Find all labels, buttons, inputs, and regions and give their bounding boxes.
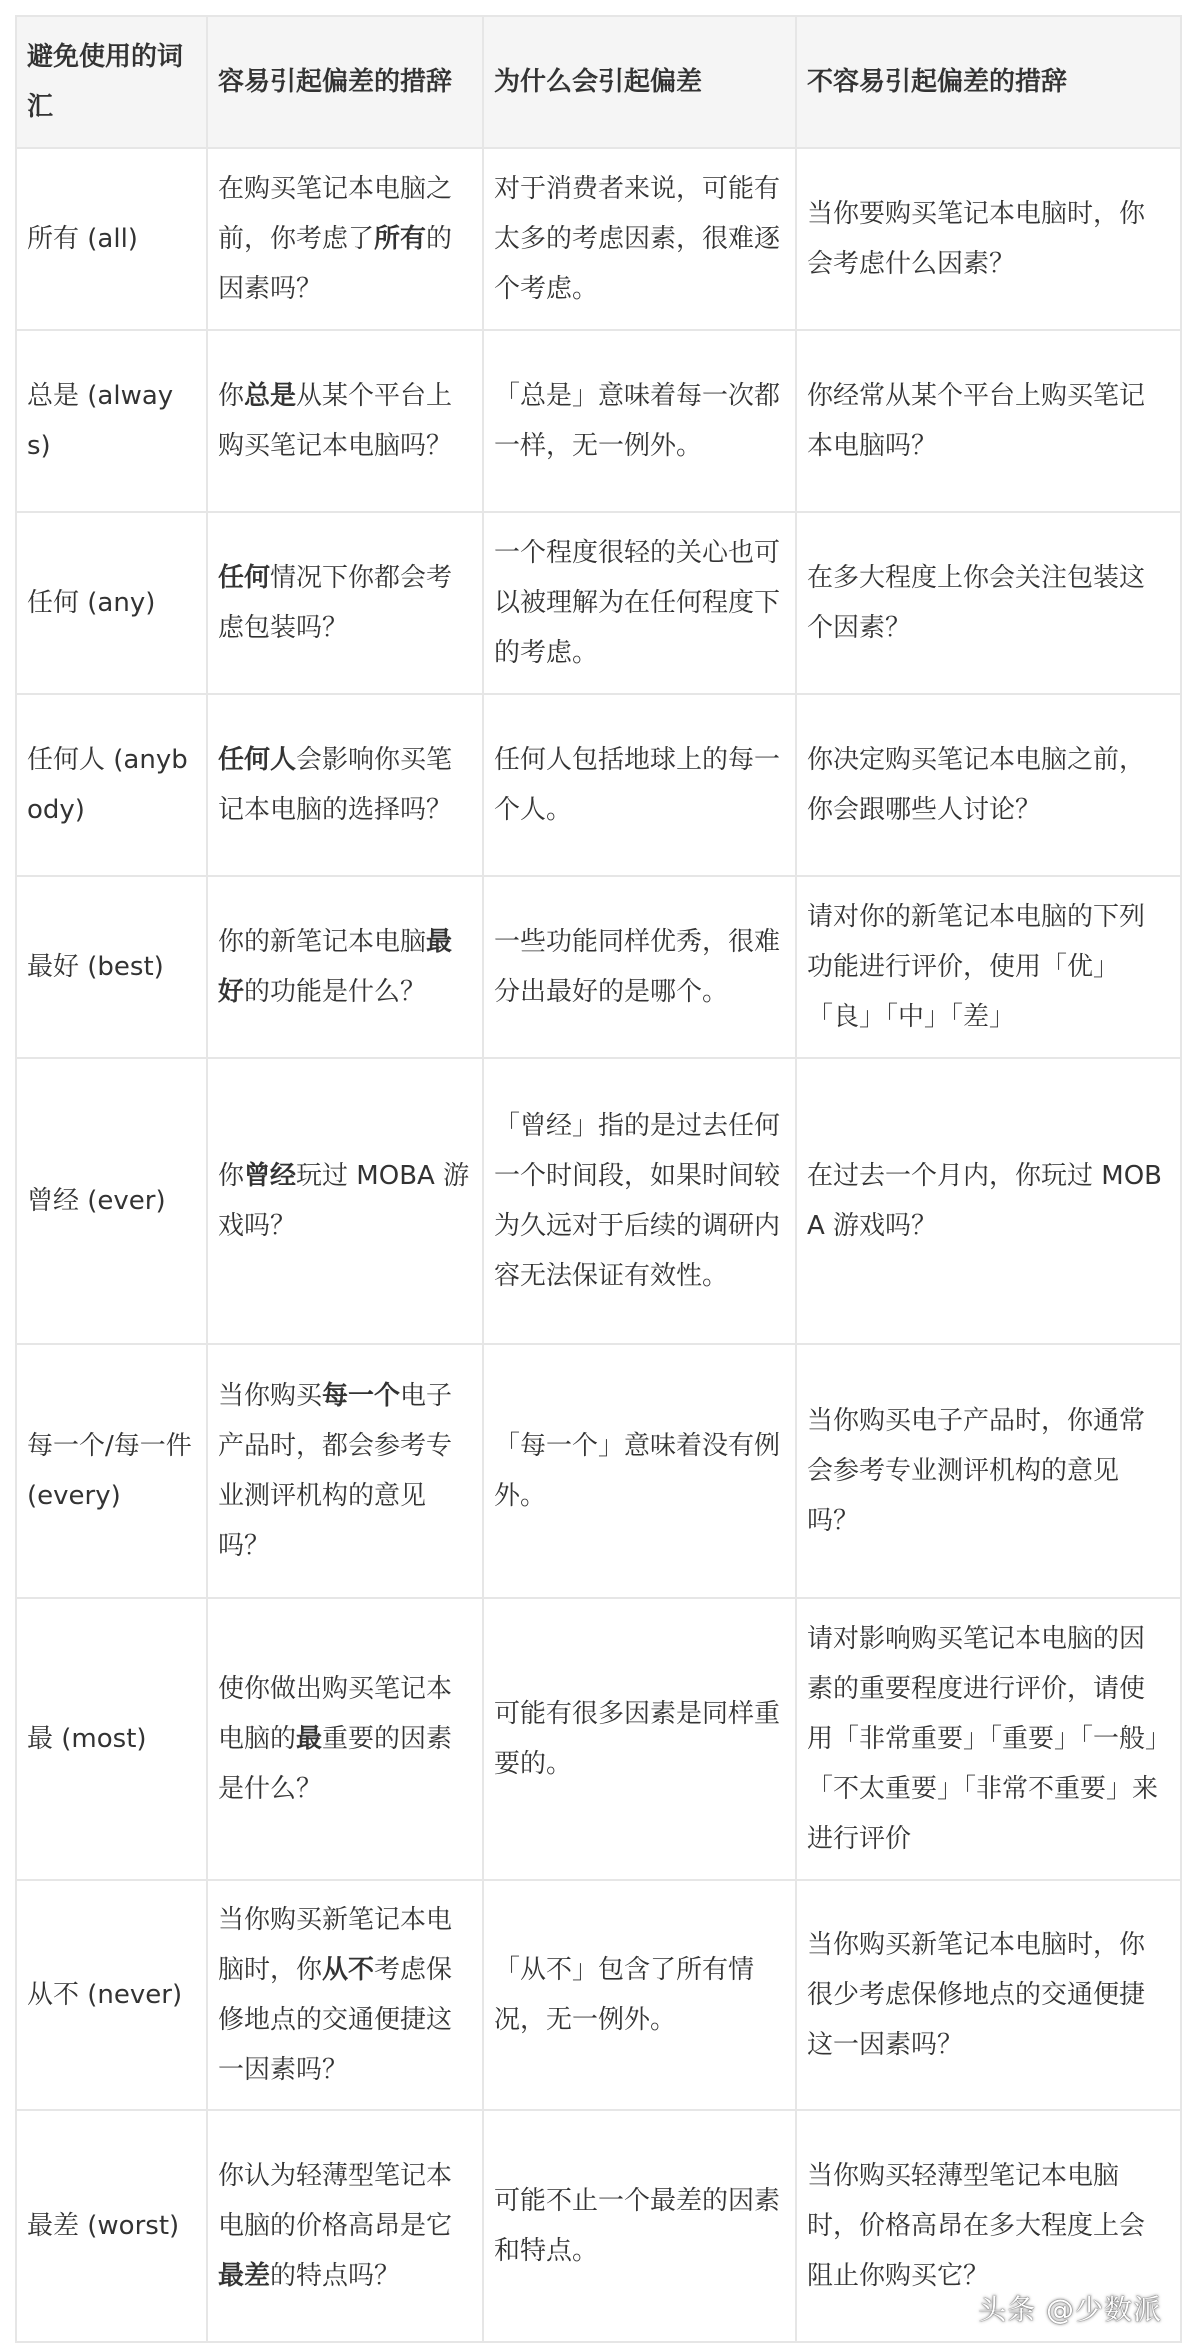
reason-cell: 「曾经」指的是过去任何一个时间段，如果时间较为久远对于后续的调研内容无法保证有效性。 (483, 1058, 796, 1344)
header-biased-wording: 容易引起偏差的措辞 (207, 16, 483, 148)
biased-wording-cell (207, 876, 483, 1058)
reason-cell: 任何人包括地球上的每一个人。 (483, 694, 796, 876)
wording-text: 的功能是什么？ (244, 977, 427, 1007)
wording-text: 电子产品时，都会参考专业测评机构的意见吗？ (218, 1381, 453, 1561)
term-cell: 最 (most) (16, 1598, 207, 1880)
wording-text: 从某个平台上购买笔记本电脑吗？ (218, 381, 453, 461)
highlighted-word: 总是 (244, 381, 297, 411)
wording-text: 你 (218, 381, 245, 411)
wording-text: 考虑保修地点的交通便捷这一因素吗？ (218, 1955, 453, 2085)
unbiased-wording-cell: 当你购买电子产品时，你通常会参考专业测评机构的意见吗？ (796, 1344, 1181, 1598)
highlighted-word: 曾经 (244, 1161, 297, 1191)
table-row (16, 1344, 1181, 1598)
biased-wording-cell (207, 694, 483, 876)
table-row (16, 512, 1181, 694)
unbiased-wording-cell: 在过去一个月内，你玩过 MOBA 游戏吗？ (796, 1058, 1181, 1344)
header-term: 避免使用的词汇 (16, 16, 207, 148)
unbiased-wording-cell: 请对影响购买笔记本电脑的因素的重要程度进行评价，请使用「非常重要」「重要」「一般」「不太重要」「非常不重要」来进行评价 (796, 1598, 1181, 1880)
biased-wording-cell (207, 1598, 483, 1880)
wording-text: 会影响你买笔记本电脑的选择吗？ (218, 745, 453, 825)
term-cell: 最好 (best) (16, 876, 207, 1058)
term-cell: 最差 (worst) (16, 2110, 207, 2342)
highlighted-word: 最好 (218, 927, 453, 1007)
wording-text: 你的新笔记本电脑 (218, 927, 427, 957)
wording-text: 的因素吗？ (218, 224, 453, 304)
wording-text: 你认为轻薄型笔记本电脑的价格高昂是它 (218, 2161, 453, 2241)
highlighted-word: 最 (296, 1724, 323, 1754)
wording-text: 玩过 MOBA 游戏吗？ (218, 1161, 470, 1241)
reason-cell: 一个程度很轻的关心也可以被理解为在任何程度下的考虑。 (483, 512, 796, 694)
term-cell: 每一个/每一件 (every) (16, 1344, 207, 1598)
term-cell: 曾经 (ever) (16, 1058, 207, 1344)
term-cell: 从不 (never) (16, 1880, 207, 2110)
biased-wording-cell (207, 1344, 483, 1598)
wording-text: 当你购买新笔记本电脑时，你 (218, 1905, 453, 1985)
term-cell: 任何人 (anybody) (16, 694, 207, 876)
reason-cell: 一些功能同样优秀，很难分出最好的是哪个。 (483, 876, 796, 1058)
header-unbiased-wording: 不容易引起偏差的措辞 (796, 16, 1181, 148)
reason-cell: 「总是」意味着每一次都一样，无一例外。 (483, 330, 796, 512)
table-row (16, 1880, 1181, 2110)
bias-wording-table (15, 15, 1182, 2343)
term-cell: 总是 (always) (16, 330, 207, 512)
unbiased-wording-cell: 请对你的新笔记本电脑的下列功能进行评价，使用「优」「良」「中」「差」 (796, 876, 1181, 1058)
table-header (16, 16, 1181, 148)
table-row (16, 876, 1181, 1058)
unbiased-wording-cell: 你决定购买笔记本电脑之前，你会跟哪些人讨论？ (796, 694, 1181, 876)
unbiased-wording-cell: 在多大程度上你会关注包装这个因素？ (796, 512, 1181, 694)
table-row (16, 1058, 1181, 1344)
biased-wording-cell (207, 512, 483, 694)
biased-wording-cell (207, 148, 483, 330)
unbiased-wording-cell: 当你要购买笔记本电脑时，你会考虑什么因素？ (796, 148, 1181, 330)
wording-text: 使你做出购买笔记本电脑的 (218, 1674, 453, 1754)
watermark: 头条 @少数派 (978, 2293, 1162, 2326)
term-cell: 任何 (any) (16, 512, 207, 694)
term-cell: 所有 (all) (16, 148, 207, 330)
wording-text: 当你购买 (218, 1381, 323, 1411)
reason-cell: 可能不止一个最差的因素和特点。 (483, 2110, 796, 2342)
biased-wording-cell (207, 2110, 483, 2342)
reason-cell: 对于消费者来说，可能有太多的考虑因素，很难逐个考虑。 (483, 148, 796, 330)
table-body (16, 148, 1181, 2342)
highlighted-word: 每一个 (322, 1381, 401, 1411)
table-row (16, 330, 1181, 512)
biased-wording-cell (207, 1058, 483, 1344)
wording-text: 你 (218, 1161, 245, 1191)
unbiased-wording-cell: 当你购买轻薄型笔记本电脑时，价格高昂在多大程度上会阻止你购买它？ (796, 2110, 1181, 2342)
highlighted-word: 最差 (218, 2261, 271, 2291)
wording-text: 的特点吗？ (270, 2261, 401, 2291)
unbiased-wording-cell: 你经常从某个平台上购买笔记本电脑吗？ (796, 330, 1181, 512)
reason-cell: 可能有很多因素是同样重要的。 (483, 1598, 796, 1880)
wording-text: 情况下你都会考虑包装吗？ (218, 563, 453, 643)
table-row (16, 148, 1181, 330)
biased-wording-cell (207, 330, 483, 512)
highlighted-word: 所有 (374, 224, 427, 254)
highlighted-word: 任何人 (218, 745, 297, 775)
header-row (16, 16, 1181, 148)
header-reason: 为什么会引起偏差 (483, 16, 796, 148)
table-row (16, 1598, 1181, 1880)
reason-cell: 「从不」包含了所有情况，无一例外。 (483, 1880, 796, 2110)
highlighted-word: 任何 (218, 563, 271, 593)
biased-wording-cell (207, 1880, 483, 2110)
highlighted-word: 从不 (322, 1955, 375, 1985)
wording-text: 重要的因素是什么？ (218, 1724, 453, 1804)
wording-text: 在购买笔记本电脑之前，你考虑了 (218, 174, 453, 254)
unbiased-wording-cell: 当你购买新笔记本电脑时，你很少考虑保修地点的交通便捷这一因素吗？ (796, 1880, 1181, 2110)
table-row (16, 694, 1181, 876)
reason-cell: 「每一个」意味着没有例外。 (483, 1344, 796, 1598)
